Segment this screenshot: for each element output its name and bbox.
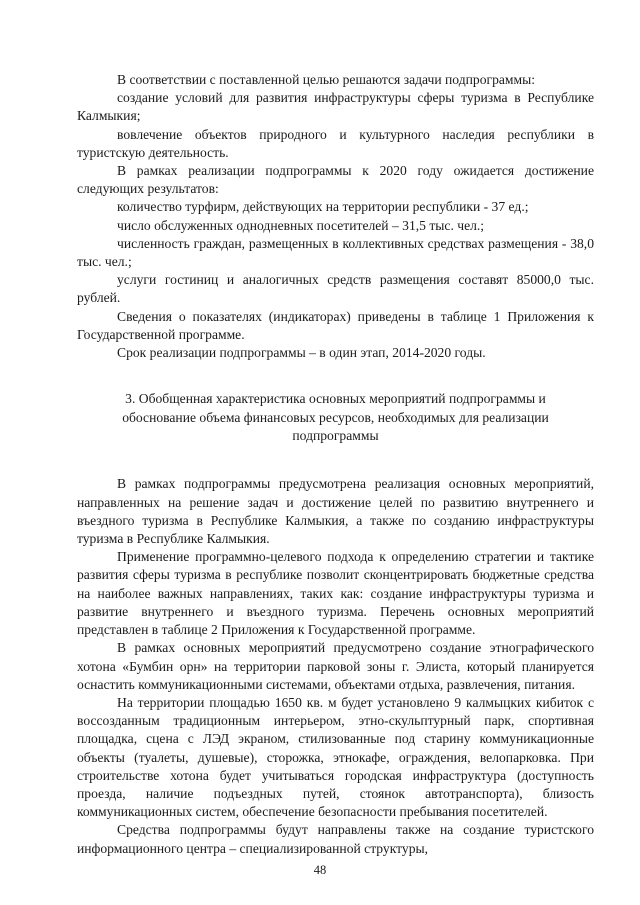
paragraph-results-intro: В рамках реализации подпрограммы к 2020 году ожидается достижение следующих результатов:	[77, 163, 594, 197]
paragraph-khoton: В рамках основных мероприятий предусмотрено создание этнографического хотона «Бумбин орн» на территории парковой зоны г. Элиста, который планируется оснастить коммуникационными системами, объектами отдыха, развлечения, питания.	[77, 640, 594, 692]
paragraph-intro: В соответствии с поставленной целью решаются задачи подпрограммы:	[117, 72, 536, 87]
paragraph-result-2: число обслуженных однодневных посетителей – 31,5 тыс. чел.;	[117, 217, 485, 233]
paragraph-indicators: Сведения о показателях (индикаторах) приведены в таблице 1 Приложения к Государственной программе.	[77, 308, 594, 342]
paragraph-info-center: Средства подпрограммы будут направлены также на создание туристского информационного центра – специализированной структуры,	[77, 822, 594, 856]
document-page	[77, 71, 594, 858]
section-heading-line-3: подпрограммы	[292, 428, 379, 444]
paragraph-result-3: численность граждан, размещенных в коллективных средствах размещения - 38,0 тыс. чел.;	[77, 235, 594, 270]
paragraph-task-1: создание условий для развития инфраструктуры сферы туризма в Республике Калмыкия;	[77, 90, 594, 124]
page-number: 48	[313, 863, 327, 877]
section-heading-line-2: обоснование объема финансовых ресурсов, необходимых для реализации	[122, 409, 549, 425]
paragraph-task-2: вовлечение объектов природного и культурного наследия республики в туристскую деятельность.	[77, 126, 594, 160]
paragraph-result-1: количество турфирм, действующих на территории республики - 37 ед.;	[117, 199, 529, 215]
paragraph-result-4: услуги гостиниц и аналогичных средств размещения составят 85000,0 тыс. рублей.	[77, 272, 594, 306]
paragraph-territory: На территории площадью 1650 кв. м будет установлено 9 калмыцких кибиток с воссозданным традиционным интерьером, этно-скульптурный парк, спортивная площадка, сцена с ЛЭД экраном, стилизованные под старину коммуникационные объекты (туалеты, душевые), сторожка, этнокафе, ограждения, велопарковка. При строительстве хотона будет учитываться городская инфраструктура (доступность проезда, наличие подъездных путей, стоянок автотранспорта), близость коммуникационных систем, обеспечение безопасности пребывания посетителей.	[77, 694, 594, 820]
section-heading-line-1: 3. Обобщенная характеристика основных мероприятий подпрограммы и	[125, 391, 546, 407]
section-heading	[77, 390, 594, 445]
paragraph-main-activities: В рамках подпрограммы предусмотрена реализация основных мероприятий, направленных на решение задач и достижение целей по развитию внутреннего и въездного туризма в Республике Калмыкия, а также по созданию инфраструктуры туризма в Республике Калмыкия.	[77, 476, 594, 547]
paragraph-program-approach: Применение программно-целевого подхода к определению стратегии и тактике развития сферы туризма в республике позволит сконцентрировать бюджетные средства на наиболее важных направлениях, таких как: создание инфраструктуры туризма и развитие внутреннего и въездного туризма. Перечень основных мероприятий представлен в таблице 2 Приложения к Государственной программе.	[77, 549, 594, 638]
paragraph-term: Срок реализации подпрограммы – в один этап, 2014-2020 годы.	[117, 345, 486, 361]
